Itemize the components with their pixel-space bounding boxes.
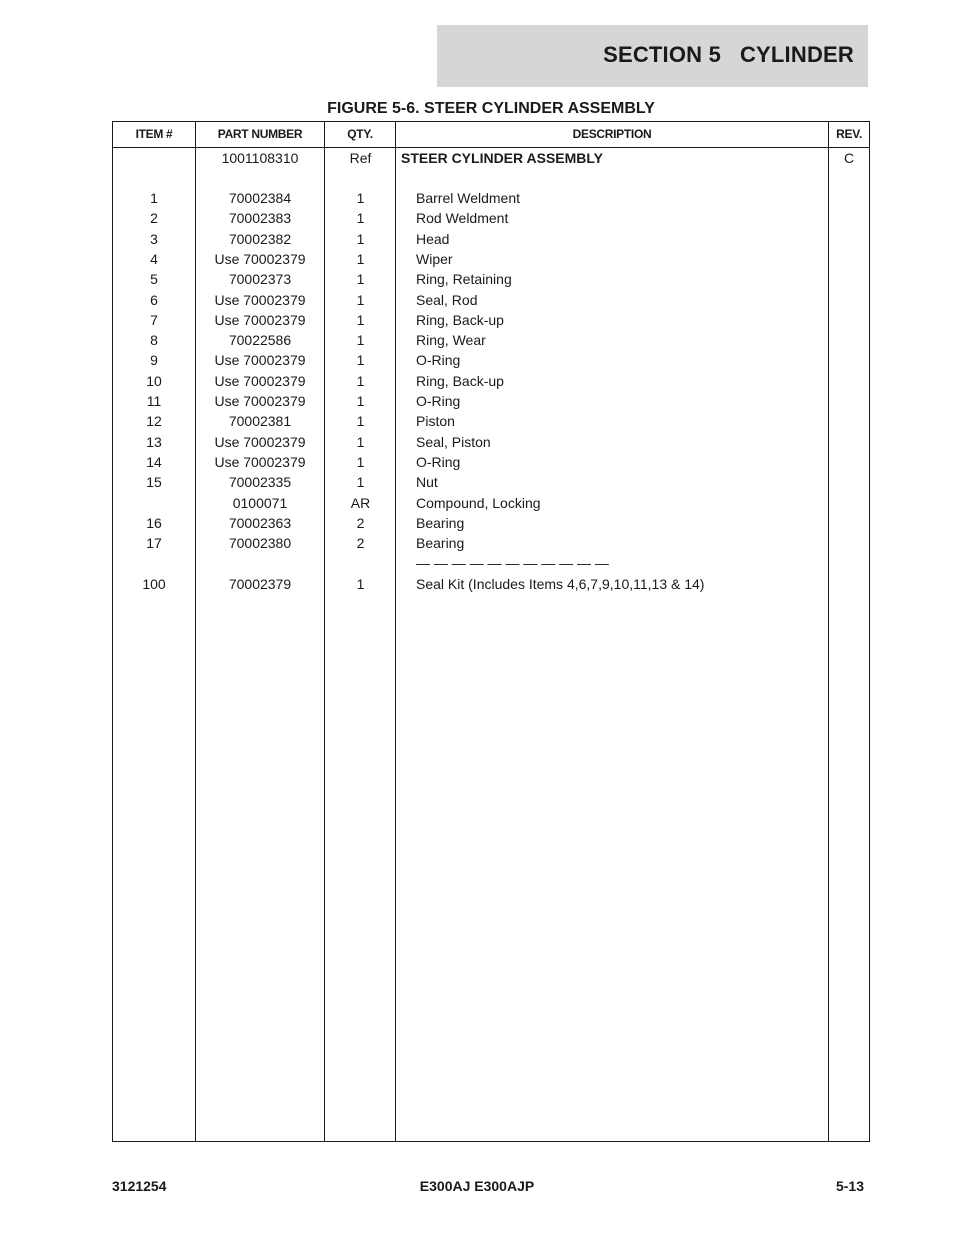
part-number-cell: Use 70002379 xyxy=(214,453,306,470)
item-cell: 100 xyxy=(142,575,166,592)
description-cell: Bearing xyxy=(416,535,465,552)
rev-cell: C xyxy=(843,150,855,166)
item-cell: 5 xyxy=(150,271,158,288)
figure-title: FIGURE 5-6. STEER CYLINDER ASSEMBLY xyxy=(327,100,655,117)
item-cell: 12 xyxy=(146,413,162,430)
table-row xyxy=(113,208,869,228)
table-row xyxy=(113,229,869,249)
item-cell: 7 xyxy=(150,311,158,328)
item-cell: 15 xyxy=(146,474,162,491)
description-cell: Seal Kit (Includes Items 4,6,7,9,10,11,13 & 14) xyxy=(416,575,705,592)
item-cell: 16 xyxy=(146,514,162,531)
qty-cell: 1 xyxy=(356,393,365,409)
table-row xyxy=(113,472,869,492)
table-row xyxy=(113,452,869,472)
table-row xyxy=(113,350,869,370)
description-cell: Head xyxy=(416,230,450,247)
description-cell: Ring, Back-up xyxy=(416,372,504,389)
table-row-separator xyxy=(113,553,869,573)
table-row xyxy=(113,269,869,289)
description-cell: Ring, Wear xyxy=(416,332,486,349)
section-header xyxy=(437,25,868,87)
dash-separator: — — — — — — — — — — — xyxy=(416,555,609,572)
part-number-cell: Use 70002379 xyxy=(214,372,306,389)
table-row xyxy=(113,391,869,411)
part-number-cell: 70002380 xyxy=(228,535,292,552)
description-cell: Nut xyxy=(416,474,438,491)
item-cell: 1 xyxy=(150,190,158,206)
part-number-cell: Use 70002379 xyxy=(214,393,306,409)
part-number-cell: 70002383 xyxy=(228,210,292,227)
table-row xyxy=(113,533,869,553)
item-cell: 13 xyxy=(146,433,162,450)
table-row xyxy=(113,432,869,452)
item-cell: 8 xyxy=(150,332,158,349)
description-cell: Ring, Back-up xyxy=(416,311,504,328)
part-number-cell: Use 70002379 xyxy=(214,311,306,328)
part-number-cell: 0100071 xyxy=(232,494,288,511)
table-row xyxy=(113,249,869,269)
part-number-cell: 70002379 xyxy=(228,575,292,592)
part-number-cell: Use 70002379 xyxy=(214,352,306,369)
qty-cell: 1 xyxy=(356,271,365,288)
column-header-description: DESCRIPTION xyxy=(572,127,652,141)
part-number-cell: Use 70002379 xyxy=(214,250,306,267)
qty-cell: 1 xyxy=(356,372,365,389)
description-cell: O-Ring xyxy=(416,393,461,409)
qty-cell: 1 xyxy=(356,291,365,308)
qty-cell: 1 xyxy=(356,210,365,227)
qty-cell: 1 xyxy=(356,352,365,369)
page-number: 5-13 xyxy=(835,1178,864,1194)
description-cell: O-Ring xyxy=(416,453,461,470)
table-row xyxy=(113,330,869,350)
part-number-cell: 70022586 xyxy=(228,332,292,349)
qty-cell: Ref xyxy=(349,150,372,166)
column-header-part-number: PART NUMBER xyxy=(217,127,303,141)
qty-cell: 1 xyxy=(356,332,365,349)
item-cell: 11 xyxy=(146,393,162,409)
table-row-assembly xyxy=(113,148,869,168)
description-cell: Wiper xyxy=(416,250,453,267)
part-number-cell: Use 70002379 xyxy=(214,291,306,308)
qty-cell: 1 xyxy=(356,413,365,430)
description-cell: Seal, Rod xyxy=(416,291,478,308)
column-header-qty: QTY. xyxy=(347,127,373,141)
parts-table xyxy=(112,121,870,1142)
table-row-seal-kit xyxy=(113,574,869,594)
description-cell: Ring, Retaining xyxy=(416,271,512,288)
qty-cell: 1 xyxy=(356,250,365,267)
part-number-cell: 70002363 xyxy=(228,514,292,531)
part-number-cell: 70002382 xyxy=(228,230,292,247)
qty-cell: 1 xyxy=(356,230,365,247)
column-header-item: ITEM # xyxy=(135,127,173,141)
description-cell: O-Ring xyxy=(416,352,461,369)
qty-cell: 1 xyxy=(356,453,365,470)
model-name: E300AJ E300AJP xyxy=(419,1178,535,1194)
description-cell: STEER CYLINDER ASSEMBLY xyxy=(401,150,603,166)
item-cell: 6 xyxy=(150,291,158,308)
part-number-cell: 70002335 xyxy=(228,474,292,491)
description-cell: Piston xyxy=(416,413,455,430)
column-header-rev: REV. xyxy=(836,127,862,141)
item-cell: 3 xyxy=(150,230,158,247)
part-number-cell: 1001108310 xyxy=(221,150,299,166)
qty-cell: 2 xyxy=(356,535,365,552)
item-cell: 4 xyxy=(150,250,158,267)
qty-cell: 1 xyxy=(356,190,365,206)
description-cell: Rod Weldment xyxy=(416,210,509,227)
table-row xyxy=(113,290,869,310)
qty-cell: 1 xyxy=(356,311,365,328)
item-cell: 9 xyxy=(150,352,158,369)
table-row xyxy=(113,493,869,513)
qty-cell: 1 xyxy=(356,433,365,450)
part-number-cell: 70002384 xyxy=(228,190,292,206)
description-cell: Seal, Piston xyxy=(416,433,491,450)
item-cell: 10 xyxy=(146,372,162,389)
description-cell: Compound, Locking xyxy=(416,494,541,511)
table-row xyxy=(113,188,869,208)
section-title: SECTION 5 CYLINDER xyxy=(603,42,854,67)
qty-cell: AR xyxy=(350,494,371,511)
table-row xyxy=(113,310,869,330)
part-number-cell: Use 70002379 xyxy=(214,433,306,450)
item-cell xyxy=(113,493,195,513)
item-cell: 14 xyxy=(146,453,162,470)
qty-cell: 1 xyxy=(356,575,365,592)
table-row xyxy=(113,411,869,431)
item-cell: 17 xyxy=(146,535,162,552)
description-cell: Barrel Weldment xyxy=(416,190,521,206)
description-cell: Bearing xyxy=(416,514,465,531)
item-cell: 2 xyxy=(150,210,158,227)
table-row xyxy=(113,513,869,533)
part-number-cell: 70002373 xyxy=(228,271,292,288)
document-number: 3121254 xyxy=(112,1178,167,1194)
table-row xyxy=(113,371,869,391)
part-number-cell: 70002381 xyxy=(228,413,292,430)
item-cell xyxy=(113,148,195,168)
qty-cell: 2 xyxy=(356,514,365,531)
qty-cell: 1 xyxy=(356,474,365,491)
